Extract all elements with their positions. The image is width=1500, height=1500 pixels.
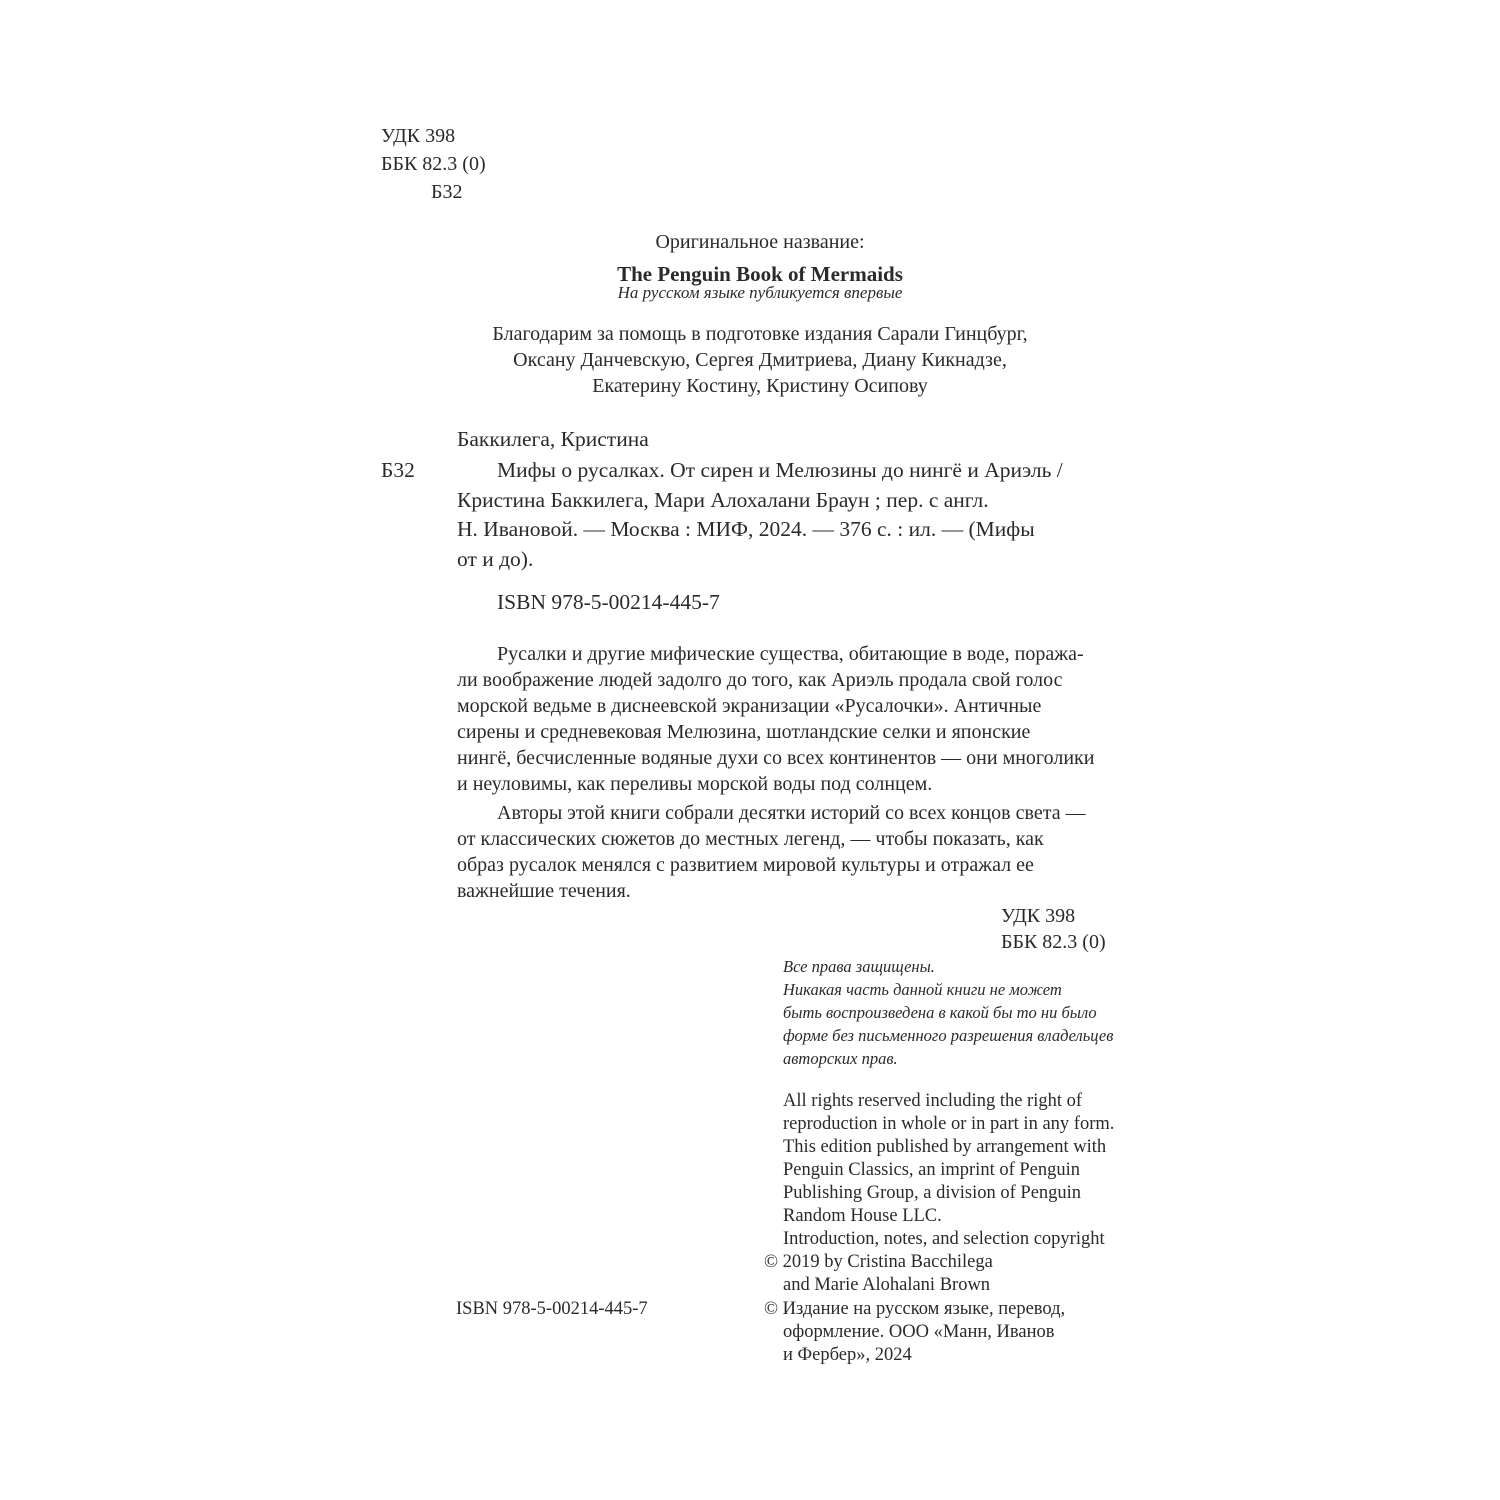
rights-en-line: reproduction in whole or in part in any form. bbox=[783, 1114, 1115, 1134]
rights-ru-line: форме без письменного разрешения владельцев bbox=[783, 1026, 1114, 1045]
original-title: The Penguin Book of Mermaids bbox=[617, 262, 903, 286]
acknowledgement-line: Екатерину Костину, Кристину Осипову bbox=[592, 375, 928, 397]
annotation-line: образ русалок менялся с развитием мировой культуры и отражал ее bbox=[457, 854, 1034, 876]
rights-en-line: Random House LLC. bbox=[783, 1206, 942, 1226]
footer-copyright-line: и Фербер», 2024 bbox=[783, 1345, 912, 1365]
rights-ru-line: Все права защищены. bbox=[783, 957, 935, 976]
author-mark: Б32 bbox=[431, 181, 463, 203]
first-publication-note: На русском языке публикуется впервые bbox=[617, 283, 903, 302]
rights-en-line: This edition published by arrangement with bbox=[783, 1137, 1107, 1157]
annotation-line: морской ведьме в диснеевской экранизации «Русалочки». Античные bbox=[457, 695, 1042, 717]
rights-en-line: and Marie Alohalani Brown bbox=[783, 1275, 991, 1295]
catalog-isbn: ISBN 978-5-00214-445-7 bbox=[497, 590, 720, 614]
rights-en-line: © 2019 by Cristina Bacchilega bbox=[764, 1252, 993, 1272]
annotation-line: и неуловимы, как переливы морской воды под солнцем. bbox=[457, 773, 933, 795]
annotation-line: от классических сюжетов до местных легенд, — чтобы показать, как bbox=[457, 828, 1044, 850]
footer-copyright-line: оформление. ООО «Манн, Иванов bbox=[783, 1322, 1055, 1342]
catalog-description-line: Кристина Баккилега, Мари Алохалани Браун ; пер. с англ. bbox=[457, 488, 989, 512]
catalog-mark: Б32 bbox=[381, 458, 415, 482]
annotation-line: важнейшие течения. bbox=[457, 880, 631, 902]
rights-en-line: Introduction, notes, and selection copyright bbox=[783, 1229, 1105, 1249]
catalog-description-line: Н. Ивановой. — Москва : МИФ, 2024. — 376 с. : ил. — (Мифы bbox=[457, 517, 1035, 541]
udk-code: УДК 398 bbox=[381, 125, 456, 147]
rights-en-line: All rights reserved including the right of bbox=[783, 1091, 1083, 1111]
acknowledgement-line: Благодарим за помощь в подготовке издания Сарали Гинцбург, bbox=[492, 323, 1028, 345]
rights-en-line: Publishing Group, a division of Penguin bbox=[783, 1183, 1082, 1203]
annotation-line: Авторы этой книги собрали десятки историй со всех концов света — bbox=[497, 802, 1086, 824]
rights-en-line: Penguin Classics, an imprint of Penguin bbox=[783, 1160, 1081, 1180]
original-title-label: Оригинальное название: bbox=[655, 231, 865, 253]
rights-ru-line: быть воспроизведена в какой бы то ни было bbox=[783, 1003, 1097, 1022]
footer-isbn: ISBN 978-5-00214-445-7 bbox=[456, 1299, 648, 1319]
annotation-line: ли воображение людей задолго до того, как Ариэль продала свой голос bbox=[457, 669, 1063, 691]
footer-copyright-line: © Издание на русском языке, перевод, bbox=[764, 1299, 1066, 1319]
catalog-author-heading: Баккилега, Кристина bbox=[457, 427, 649, 451]
annotation-line: сирены и средневековая Мелюзина, шотландские селки и японские bbox=[457, 721, 1031, 743]
acknowledgement-line: Оксану Данчевскую, Сергея Дмитриева, Диану Кикнадзе, bbox=[513, 349, 1007, 371]
bbk-code: ББК 82.3 (0) bbox=[381, 153, 486, 175]
annotation-line: нингё, бесчисленные водяные духи со всех континентов — они многолики bbox=[457, 747, 1095, 769]
bottom-bbk-code: ББК 82.3 (0) bbox=[1001, 931, 1106, 953]
catalog-description-line: Мифы о русалках. От сирен и Мелюзины до нингё и Ариэль / bbox=[497, 458, 1063, 482]
catalog-description-line: от и до). bbox=[457, 547, 534, 571]
bottom-udk-code: УДК 398 bbox=[1001, 905, 1076, 927]
annotation-line: Русалки и другие мифические существа, обитающие в воде, поража- bbox=[497, 643, 1084, 665]
rights-ru-line: Никакая часть данной книги не может bbox=[783, 980, 1062, 999]
rights-ru-line: авторских прав. bbox=[783, 1049, 898, 1068]
